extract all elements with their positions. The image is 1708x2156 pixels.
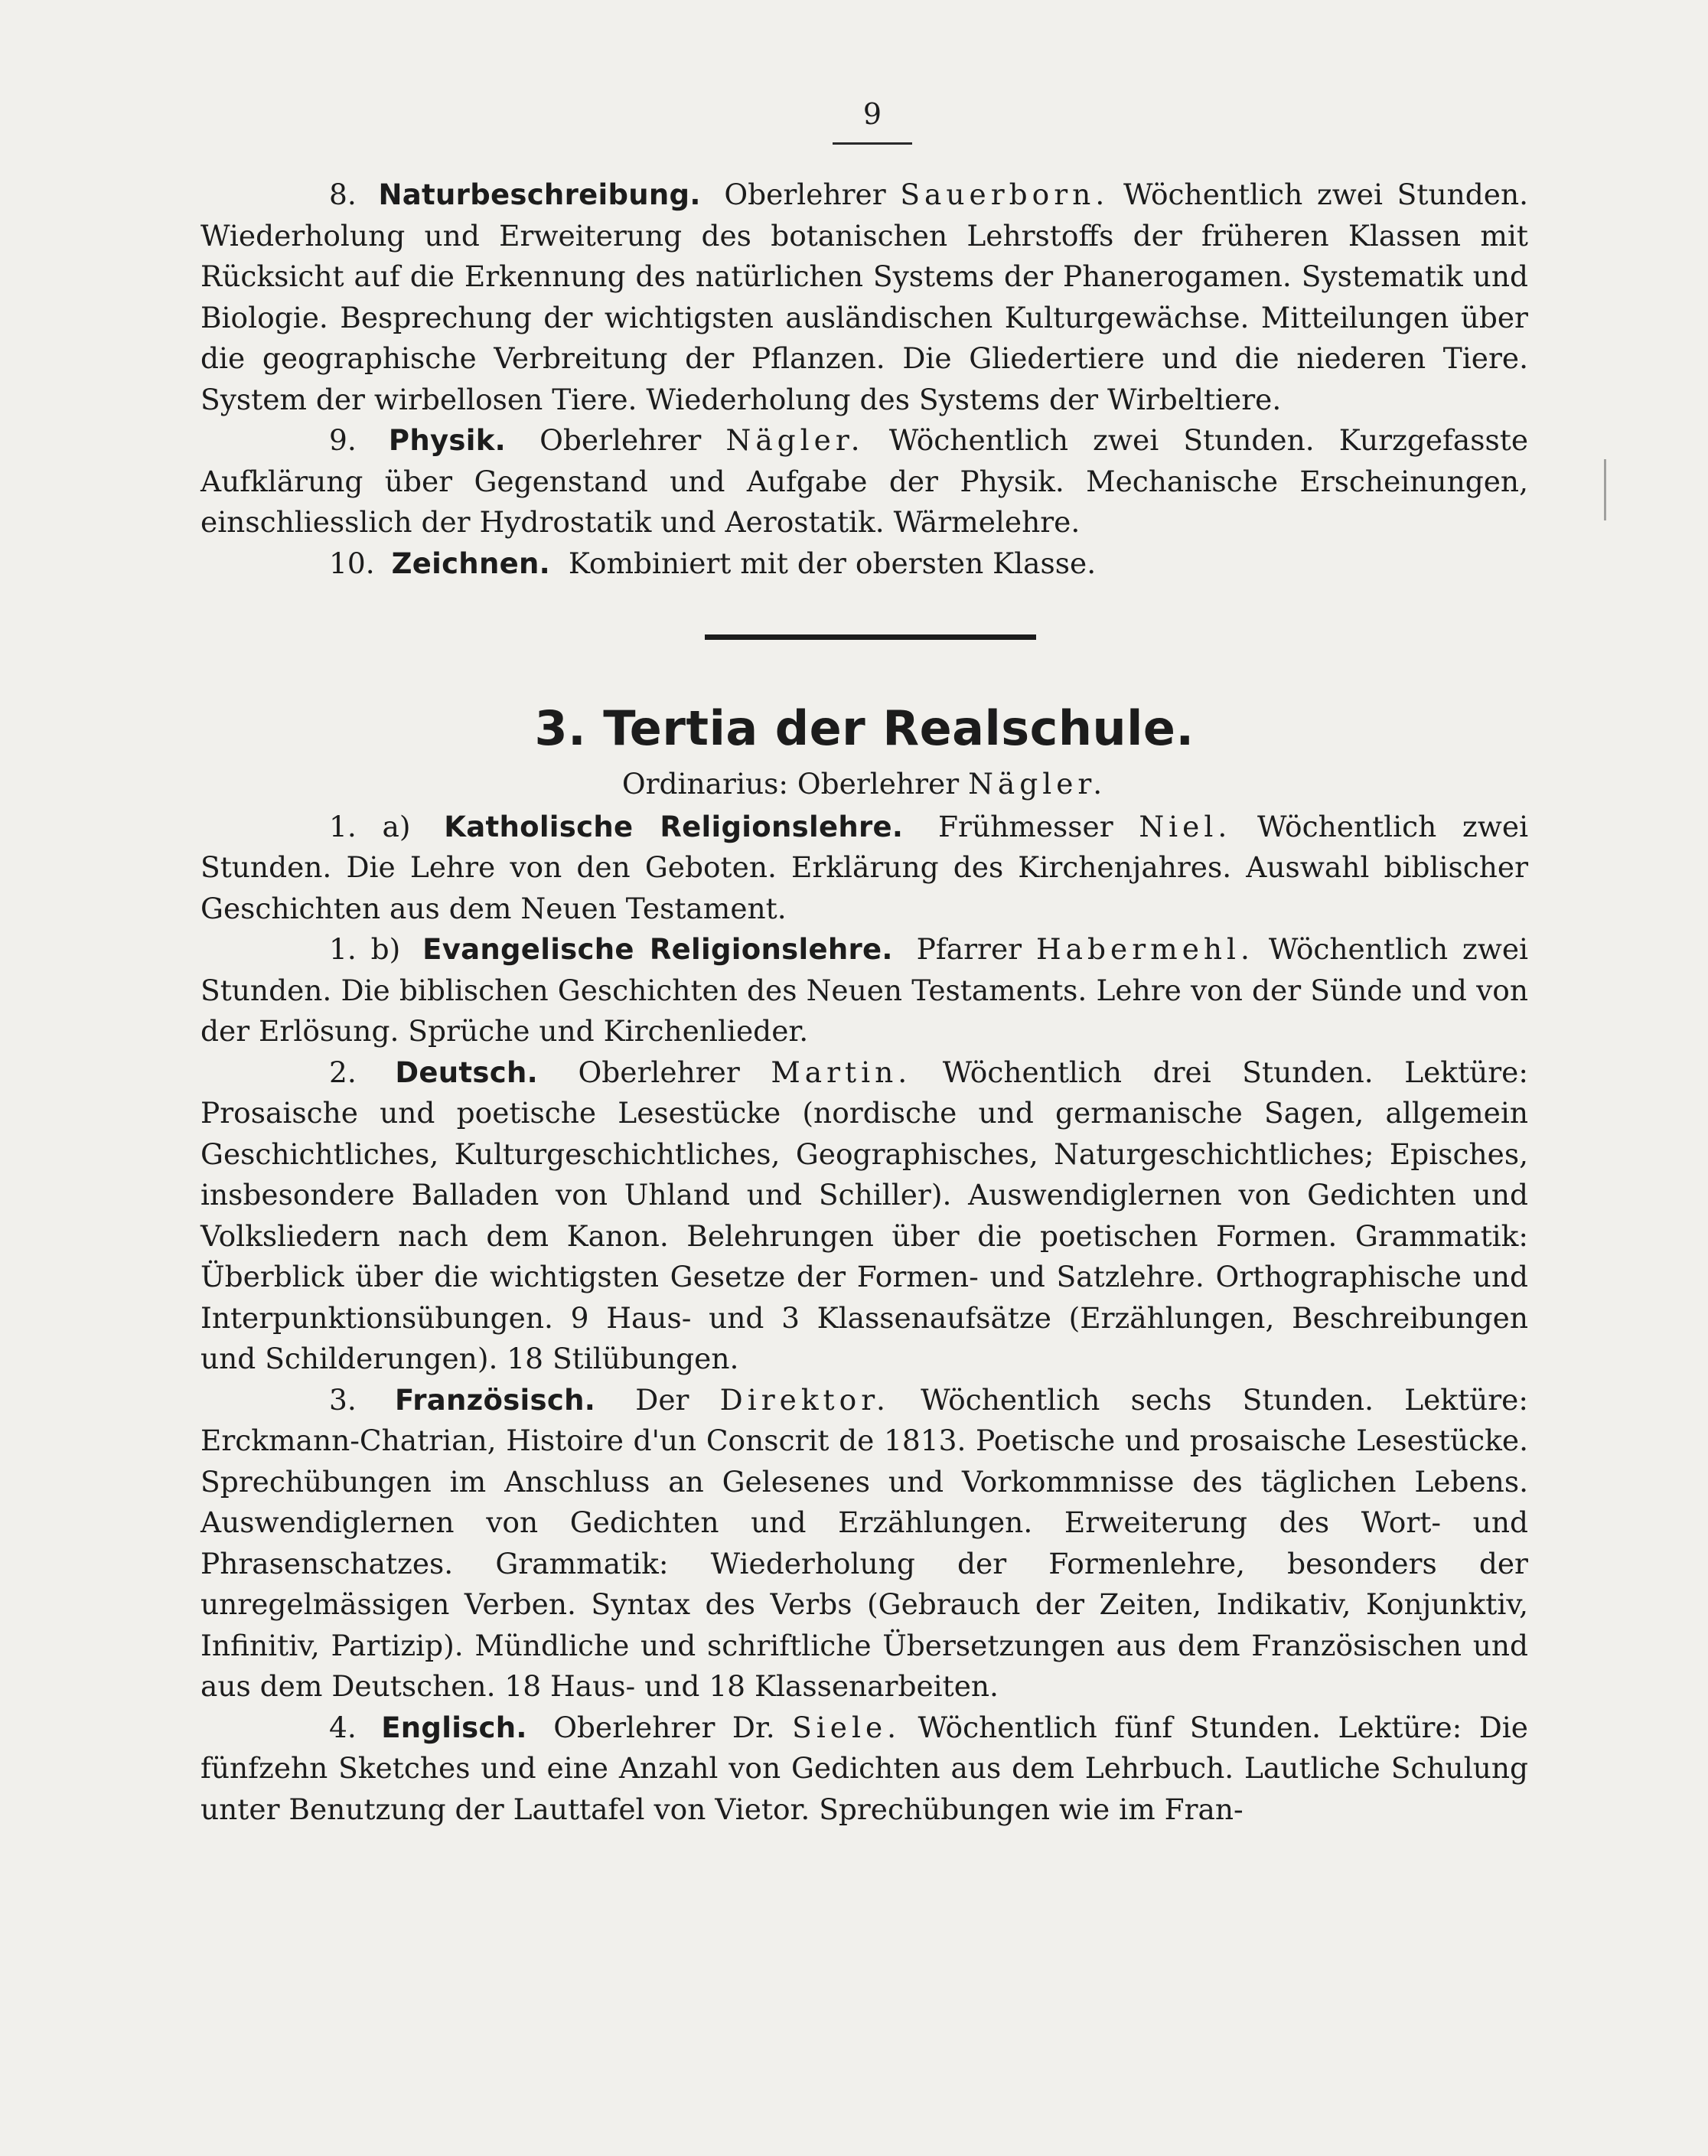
section-title: 3. Tertia der Realschule. bbox=[534, 700, 1195, 756]
section-text: Wöchentlich drei Stunden. Lektüre: Prosaische und poetische Lesestücke (nordische und germanische Sagen, allgemein Geschichtliches, Kulturgeschichtliches, Geographisches, Naturgeschichtliches; Episches, insbesondere Balladen von Uhland und Schiller). Auswendiglernen von Gedichten und Volksliedern nach dem Kanon. Belehrungen über die poetischen Formen. Grammatik: Überblick über die wichtigsten Gesetze der Formen- und Satzlehre. Orthographische und Interpunktionsübungen. 9 Haus- und 3 Klassenaufsätze (Erzählungen, Beschreibungen und Schilderungen). 18 Stilübungen. bbox=[200, 1055, 1529, 1375]
section-naturbeschreibung bbox=[200, 175, 1528, 420]
section-number: 1. a) bbox=[329, 809, 411, 843]
teacher-title: Oberlehrer bbox=[539, 423, 702, 457]
section-number: 2. bbox=[329, 1055, 357, 1089]
teacher-title: Pfarrer bbox=[916, 932, 1022, 966]
section-number: 9. bbox=[329, 423, 357, 457]
page-content bbox=[200, 175, 1528, 1830]
section-text: Wöchentlich zwei Stunden. Kurzgefasste Aufklärung über Gegenstand und Aufgabe der Physik. Mechanische Erscheinungen, einschliesslich der Hydrostatik und Aerostatik. Wärmelehre. bbox=[200, 423, 1529, 539]
section-number: 4. bbox=[329, 1710, 357, 1744]
margin-mark bbox=[1604, 459, 1606, 520]
section-text: Kombiniert mit der obersten Klasse. bbox=[568, 546, 1097, 580]
teacher-name: Habermehl. bbox=[1035, 932, 1254, 966]
section-heading: Evangelische Religionslehre. bbox=[422, 933, 893, 966]
teacher-name: Sauerborn. bbox=[900, 178, 1110, 211]
section-text: Wöchentlich sechs Stunden. Lektüre: Erckmann-Chatrian, Histoire d'un Conscrit de 1813. Poetische und prosaische Lesestücke. Sprechübungen im Anschluss an Gelesenes und Vorkommnisse des täglichen Lebens. Auswendiglernen von Gedichten und Erzählungen. Erweiterung des Wort- und Phrasenschatzes. Grammatik: Wiederholung der Formenlehre, besonders der unregelmässigen Verben. Syntax des Verbs (Gebrauch der Zeiten, Indikativ, Konjunktiv, Infinitiv, Partizip). Mündliche und schriftliche Übersetzungen aus dem Französischen und aus dem Deutschen. 18 Haus- und 18 Klassenarbeiten. bbox=[200, 1382, 1528, 1703]
ordinarius-label: Ordinarius: Oberlehrer bbox=[621, 767, 960, 801]
section-heading: Englisch. bbox=[381, 1711, 527, 1744]
section-deutsch bbox=[200, 1052, 1528, 1380]
section-text: Wöchentlich zwei Stunden. Die biblischen Geschichten des Neuen Testaments. Lehre von der Sünde und von der Erlösung. Sprüche und Kirchenlieder. bbox=[200, 932, 1529, 1048]
page-number-rule bbox=[833, 142, 912, 145]
section-heading: Naturbeschreibung. bbox=[378, 178, 701, 211]
section-katholische-religionslehre bbox=[200, 807, 1528, 930]
section-heading: Französisch. bbox=[394, 1383, 596, 1417]
section-heading: Deutsch. bbox=[395, 1055, 538, 1089]
teacher-name: Niel. bbox=[1139, 809, 1232, 843]
section-zeichnen bbox=[200, 543, 1528, 585]
section-number: 10. bbox=[329, 546, 375, 580]
teacher-title: Oberlehrer bbox=[724, 178, 886, 211]
teacher-name: Nägler. bbox=[725, 423, 865, 457]
teacher-title: Oberlehrer Dr. bbox=[553, 1710, 775, 1744]
ordinarius-line bbox=[200, 764, 1528, 805]
teacher-name: Siele. bbox=[792, 1710, 901, 1744]
section-text: Wöchentlich fünf Stunden. Lektüre: Die fünfzehn Sketches und eine Anzahl von Gedichten aus dem Lehrbuch. Lautliche Schulung unter Benutzung der Lauttafel von Vietor. Sprechübungen wie im Fran- bbox=[200, 1710, 1528, 1826]
section-englisch bbox=[200, 1708, 1528, 1831]
page-number: 9 bbox=[862, 97, 882, 131]
teacher-title: Der bbox=[635, 1382, 689, 1417]
section-heading: Katholische Religionslehre. bbox=[444, 810, 904, 843]
teacher-title: Oberlehrer bbox=[578, 1055, 740, 1089]
section-number: 3. bbox=[329, 1382, 357, 1417]
teacher-title: Frühmesser bbox=[938, 809, 1113, 843]
section-text: Wöchentlich zwei Stunden. Die Lehre von den Geboten. Erklärung des Kirchenjahres. Auswahl biblischer Geschichten aus dem Neuen Testament. bbox=[200, 809, 1529, 925]
section-franzoesisch bbox=[200, 1380, 1528, 1708]
teacher-name: Martin. bbox=[771, 1055, 912, 1089]
section-heading: Zeichnen. bbox=[391, 546, 550, 580]
section-number: 1. b) bbox=[329, 932, 401, 966]
section-text: Wöchentlich zwei Stunden. Wiederholung und Erweiterung des botanischen Lehrstoffs der früheren Klassen mit Rücksicht auf die Erkennung des natürlichen Systems der Phanerogamen. Systematik und Biologie. Besprechung der wichtigsten ausländischen Kulturgewächse. Mitteilungen über die geographische Verbreitung der Pflanzen. Die Gliedertiere und die niederen Tiere. System der wirbellosen Tiere. Wiederholung des Systems der Wirbeltiere. bbox=[200, 178, 1529, 416]
teacher-name: Direktor. bbox=[719, 1382, 890, 1417]
section-evangelische-religionslehre bbox=[200, 929, 1528, 1052]
section-heading: Physik. bbox=[388, 424, 506, 457]
section-number: 8. bbox=[329, 178, 357, 211]
section-physik bbox=[200, 420, 1528, 543]
ordinarius-name: Nägler. bbox=[968, 767, 1107, 801]
section-divider bbox=[705, 634, 1036, 640]
